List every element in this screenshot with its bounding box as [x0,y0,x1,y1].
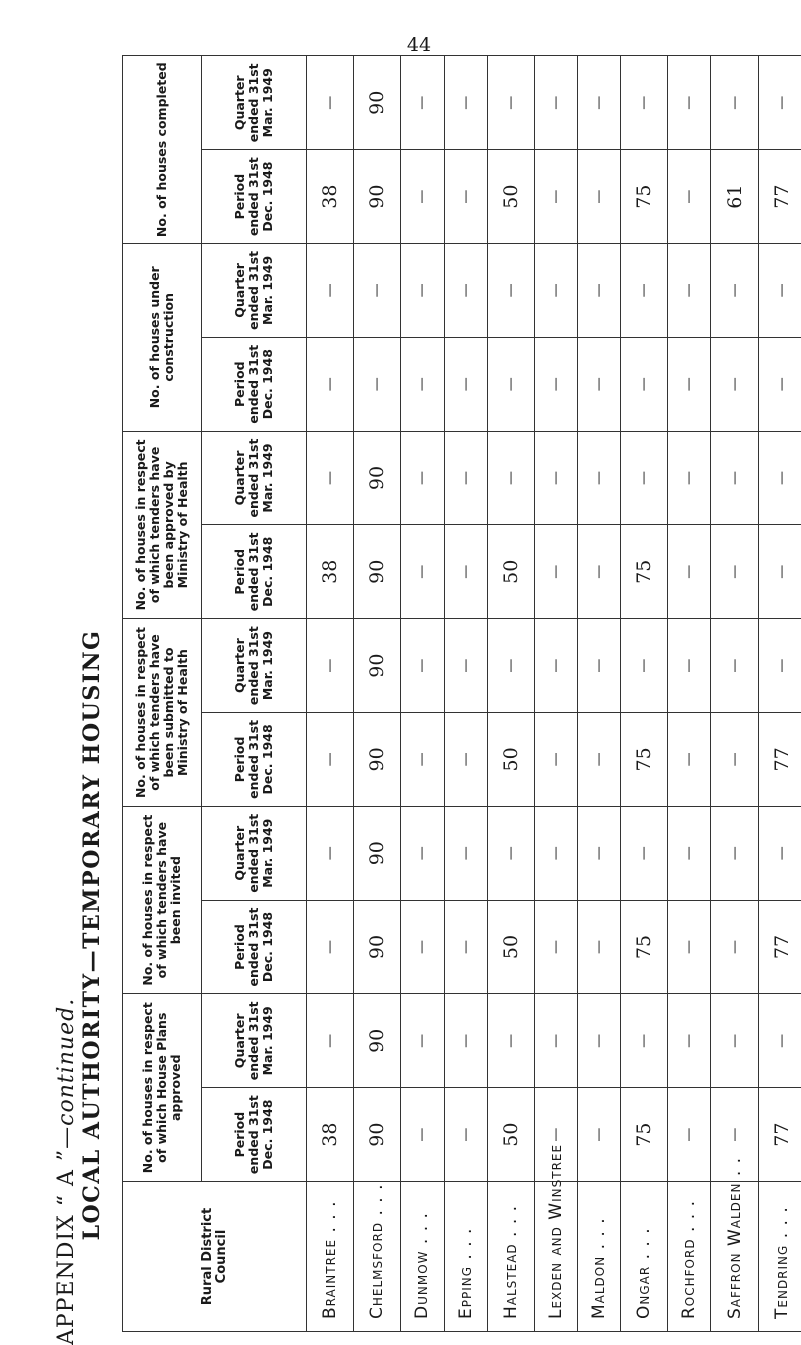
table-cell: — [401,619,444,713]
table-cell: — [758,431,801,525]
table-cell: — [487,806,534,900]
table-cell: 75 [621,1088,668,1182]
table-cell: — [534,150,577,244]
table-cell: — [621,431,668,525]
table-cell: — [444,1088,487,1182]
table-row [711,56,758,1332]
table-cell: — [307,900,354,994]
table-cell: 38 [307,525,354,619]
table-cell: — [668,806,711,900]
table-cell: — [534,337,577,431]
table-cell: — [444,525,487,619]
table-cell: 50 [487,150,534,244]
table-cell: — [534,1088,577,1182]
table-cell: — [444,243,487,337]
table-cell: — [621,619,668,713]
table-cell: — [668,713,711,807]
table-cell: — [487,337,534,431]
sub-header-quarter: Quarter ended 31st Mar. 1949 [202,994,307,1088]
table-cell: 90 [354,525,401,619]
table-cell: — [668,994,711,1088]
sub-header-period: Period ended 31st Dec. 1948 [202,713,307,807]
table-cell: 50 [487,713,534,807]
appendix-heading [54,998,80,1345]
table-row [668,56,711,1332]
sub-header-quarter-last: Quarter ended 31st Mar. 1949 [202,56,307,150]
sub-header-period: Period ended 31st Dec. 1948 [202,1088,307,1182]
table-cell: — [577,243,620,337]
table-cell: — [307,56,354,150]
table-cell: 77 [758,900,801,994]
table-row [487,56,534,1332]
group-header-tenders-approved: No. of houses in respect of which tenders have been approved by Ministry of Health [123,431,202,619]
table-cell: — [758,243,801,337]
council-name: Saffron Walden . . [711,1182,758,1332]
table-cell: — [444,619,487,713]
table-cell: 75 [621,713,668,807]
group-header-plans-approved: No. of houses in respect of which House Plans approved [123,994,202,1182]
table-cell: — [444,900,487,994]
table-cell: — [534,56,577,150]
housing-table [122,55,801,1332]
table-cell: — [577,337,620,431]
table-cell: — [307,713,354,807]
table-cell: — [668,1088,711,1182]
sub-header-period: Period ended 31st Dec. 1948 [202,900,307,994]
page-number: 44 [404,34,434,56]
table-cell: — [711,1088,758,1182]
table-cell: — [668,525,711,619]
table-cell: 77 [758,1088,801,1182]
table-cell: — [487,994,534,1088]
table-cell: — [487,243,534,337]
table-cell: — [668,56,711,150]
table-cell: — [577,56,620,150]
table-row [534,56,577,1332]
council-name: Lexden and Winstree [534,1182,577,1332]
table-cell: — [668,619,711,713]
table-cell: — [401,243,444,337]
table-cell: — [534,994,577,1088]
sub-header-quarter: Quarter ended 31st Mar. 1949 [202,806,307,900]
table-cell: — [401,994,444,1088]
council-header: Rural District Council [123,1182,307,1332]
table-cell: — [711,619,758,713]
table-cell: 50 [487,1088,534,1182]
table-body [307,56,801,1332]
table-cell: — [621,243,668,337]
table-cell: 90 [354,806,401,900]
council-name: Ongar . . . [621,1182,668,1332]
appendix-label: APPENDIX “ A ” [54,1149,79,1345]
table-cell: — [444,806,487,900]
group-header-under-construction: No. of houses under construction [123,243,202,431]
table-cell: 90 [354,900,401,994]
table-cell: 50 [487,525,534,619]
table-cell: — [758,994,801,1088]
sub-header-period: Period ended 31st Dec. 1948 [202,150,307,244]
table-cell: — [487,431,534,525]
table-cell: — [444,431,487,525]
table-row [354,56,401,1332]
sub-header-quarter: Quarter ended 31st Mar. 1949 [202,431,307,525]
table-cell: 50 [487,900,534,994]
table-cell: — [487,56,534,150]
table-cell: 77 [758,150,801,244]
sub-header-row [202,56,307,1332]
table-cell: 90 [354,1088,401,1182]
table-cell: — [354,337,401,431]
table-cell: — [534,431,577,525]
table-cell: 90 [354,713,401,807]
table-cell: 61 [711,150,758,244]
page-title: LOCAL AUTHORITY—TEMPORARY HOUSING [80,630,104,1241]
table-cell: 90 [354,150,401,244]
sub-header-period: Period ended 31st Dec. 1948 [202,525,307,619]
table-cell: — [758,525,801,619]
table-cell: — [534,713,577,807]
table-cell: — [444,150,487,244]
table-cell: — [534,243,577,337]
table-cell: — [307,619,354,713]
table-cell: — [711,431,758,525]
table-cell: 90 [354,56,401,150]
table-cell: 38 [307,1088,354,1182]
table-row [401,56,444,1332]
table-row [444,56,487,1332]
table-cell: 77 [758,713,801,807]
group-header-row [123,56,202,1332]
table-cell: — [401,1088,444,1182]
table-cell: 90 [354,431,401,525]
council-name: Rochford . . . [668,1182,711,1332]
table-cell: 38 [307,150,354,244]
table-cell: — [534,900,577,994]
group-header-tenders-submitted: No. of houses in respect of which tenders have been submitted to Ministry of Health [123,619,202,807]
group-header-completed: No. of houses completed [123,56,202,244]
table-cell: — [668,150,711,244]
table-cell: — [401,431,444,525]
table-cell: — [577,1088,620,1182]
table-cell: — [668,431,711,525]
council-name: Halstead . . . [487,1182,534,1332]
table-cell: — [758,56,801,150]
table-cell: 90 [354,619,401,713]
table-cell: — [711,525,758,619]
table-row [577,56,620,1332]
table-cell: — [307,994,354,1088]
table-cell: — [577,525,620,619]
sub-header-quarter: Quarter ended 31st Mar. 1949 [202,619,307,713]
table-cell: — [401,900,444,994]
table-cell: — [401,525,444,619]
table-cell: 75 [621,525,668,619]
table-cell: — [401,150,444,244]
table-cell: — [534,806,577,900]
table-cell: — [534,525,577,619]
table-cell: — [711,243,758,337]
table-cell: — [711,337,758,431]
table-cell: — [401,56,444,150]
table-cell: — [307,243,354,337]
table-cell: — [621,806,668,900]
sub-header-quarter: Quarter ended 31st Mar. 1949 [202,243,307,337]
table-cell: — [621,56,668,150]
sub-header-period: Period ended 31st Dec. 1948 [202,337,307,431]
table-cell: — [758,619,801,713]
table-cell: — [401,337,444,431]
table-cell: — [487,619,534,713]
side-title [54,5,102,1345]
table-cell: — [401,806,444,900]
table-cell: — [711,806,758,900]
council-name: Epping . . . [444,1182,487,1332]
table-cell: 75 [621,150,668,244]
table-cell: — [577,150,620,244]
table-cell: — [758,806,801,900]
table-cell: — [577,806,620,900]
table-cell: — [577,431,620,525]
table-row [758,56,801,1332]
table-cell: — [668,900,711,994]
table-cell: — [444,337,487,431]
group-header-tenders-invited: No. of houses in respect of which tenders have been invited [123,806,202,994]
table-cell: — [444,56,487,150]
table-cell: — [711,994,758,1088]
table-cell: — [307,337,354,431]
table-cell: — [534,619,577,713]
table-cell: — [711,900,758,994]
council-name: Maldon . . . [577,1182,620,1332]
table-cell: — [577,994,620,1088]
table-row [307,56,354,1332]
table-cell: — [577,900,620,994]
council-name: Dunmow . . . [401,1182,444,1332]
table-cell: — [307,806,354,900]
table-cell: — [577,713,620,807]
housing-table-container [122,56,801,1332]
table-cell: 75 [621,900,668,994]
table-cell: — [444,713,487,807]
council-name: Tendring . . . [758,1182,801,1332]
table-cell: — [711,713,758,807]
table-cell: — [758,337,801,431]
table-cell: — [621,337,668,431]
table-cell: — [668,243,711,337]
table-cell: — [621,994,668,1088]
table-cell: — [307,431,354,525]
table-cell: — [401,713,444,807]
table-cell: — [577,619,620,713]
appendix-suffix: —continued. [54,998,79,1149]
table-cell: — [444,994,487,1088]
table-cell: 90 [354,994,401,1088]
table-row [621,56,668,1332]
council-name: Braintree . . . [307,1182,354,1332]
table-cell: — [711,56,758,150]
council-name: Chelmsford . . . [354,1182,401,1332]
table-cell: — [354,243,401,337]
table-cell: — [668,337,711,431]
